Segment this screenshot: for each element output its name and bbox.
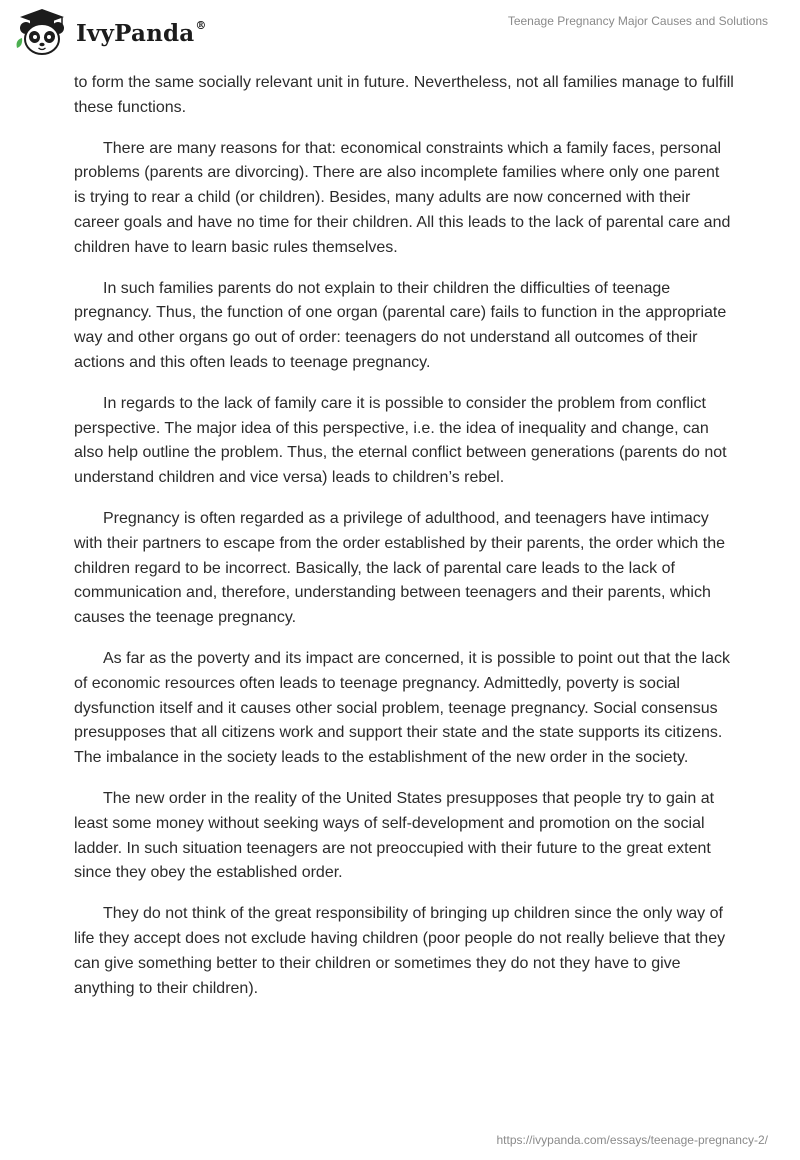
paragraph: to form the same socially relevant unit in future. Nevertheless, not all families manage to fulfill these functions.: [74, 74, 734, 116]
page-header: [0, 0, 800, 62]
source-url[interactable]: https://ivypanda.com/essays/teenage-pregnancy-2/: [496, 1133, 768, 1147]
panda-logo-icon: [14, 8, 70, 56]
paragraph: They do not think of the great responsibility of bringing up children since the only way of life they accept does not exclude having children (poor people do not really believe that they can give something better to their children or sometimes they do not they have to give anything to their children).: [74, 905, 726, 997]
brand-logo[interactable]: [14, 8, 207, 56]
paragraph: In regards to the lack of family care it is possible to consider the problem from conflict perspective. The major idea of this perspective, i.e. the idea of inequality and change, can also help outline the problem. Thus, the eternal conflict between generations (parents do not understand children and vice versa) leads to children’s rebel.: [74, 394, 727, 487]
registered-mark: ®: [195, 18, 207, 32]
brand-name: IvyPanda®: [76, 18, 207, 47]
paragraph: As far as the poverty and its impact are concerned, it is possible to point out that the lack of economic resources often leads to teenage pregnancy. Admittedly, poverty is social dysfunction itself and it causes other social problem, teenage pregnancy. Social consensus presupposes that all citizens work and support their state and the state supports its citizens. The imbalance in the society leads to the establishment of the new order in the society.: [74, 649, 730, 767]
essay-body: [74, 71, 734, 1017]
paragraph: Pregnancy is often regarded as a privilege of adulthood, and teenagers have intimacy with their partners to escape from the order established by their parents, the order which the children regard to be incorrect. Basically, the lack of parental care leads to the lack of communication and, therefore, understanding between teenagers and their parents, which causes the teenage pregnancy.: [74, 509, 726, 627]
paragraph: In such families parents do not explain to their children the difficulties of teenage pregnancy. Thus, the function of one organ (parental care) fails to function in the appropriate way and other organs go out of order: teenagers do not understand all outcomes of their actions and this often leads to teenage pregnancy.: [74, 279, 727, 371]
document-title: Teenage Pregnancy Major Causes and Solutions: [507, 14, 768, 28]
paragraph: The new order in the reality of the United States presupposes that people try to gain at least some money without seeking ways of self-development and promotion on the social ladder. In such situation teenagers are not preoccupied with their future to the great extent since they obey the established order.: [74, 789, 715, 882]
paragraph: There are many reasons for that: economical constraints which a family faces, personal problems (parents are divorcing). There are also incomplete families where only one parent is trying to rear a child (or children). Besides, many adults are now concerned with their career goals and have no time for their children. All this leads to the lack of parental care and children have to learn basic rules themselves.: [74, 139, 731, 256]
